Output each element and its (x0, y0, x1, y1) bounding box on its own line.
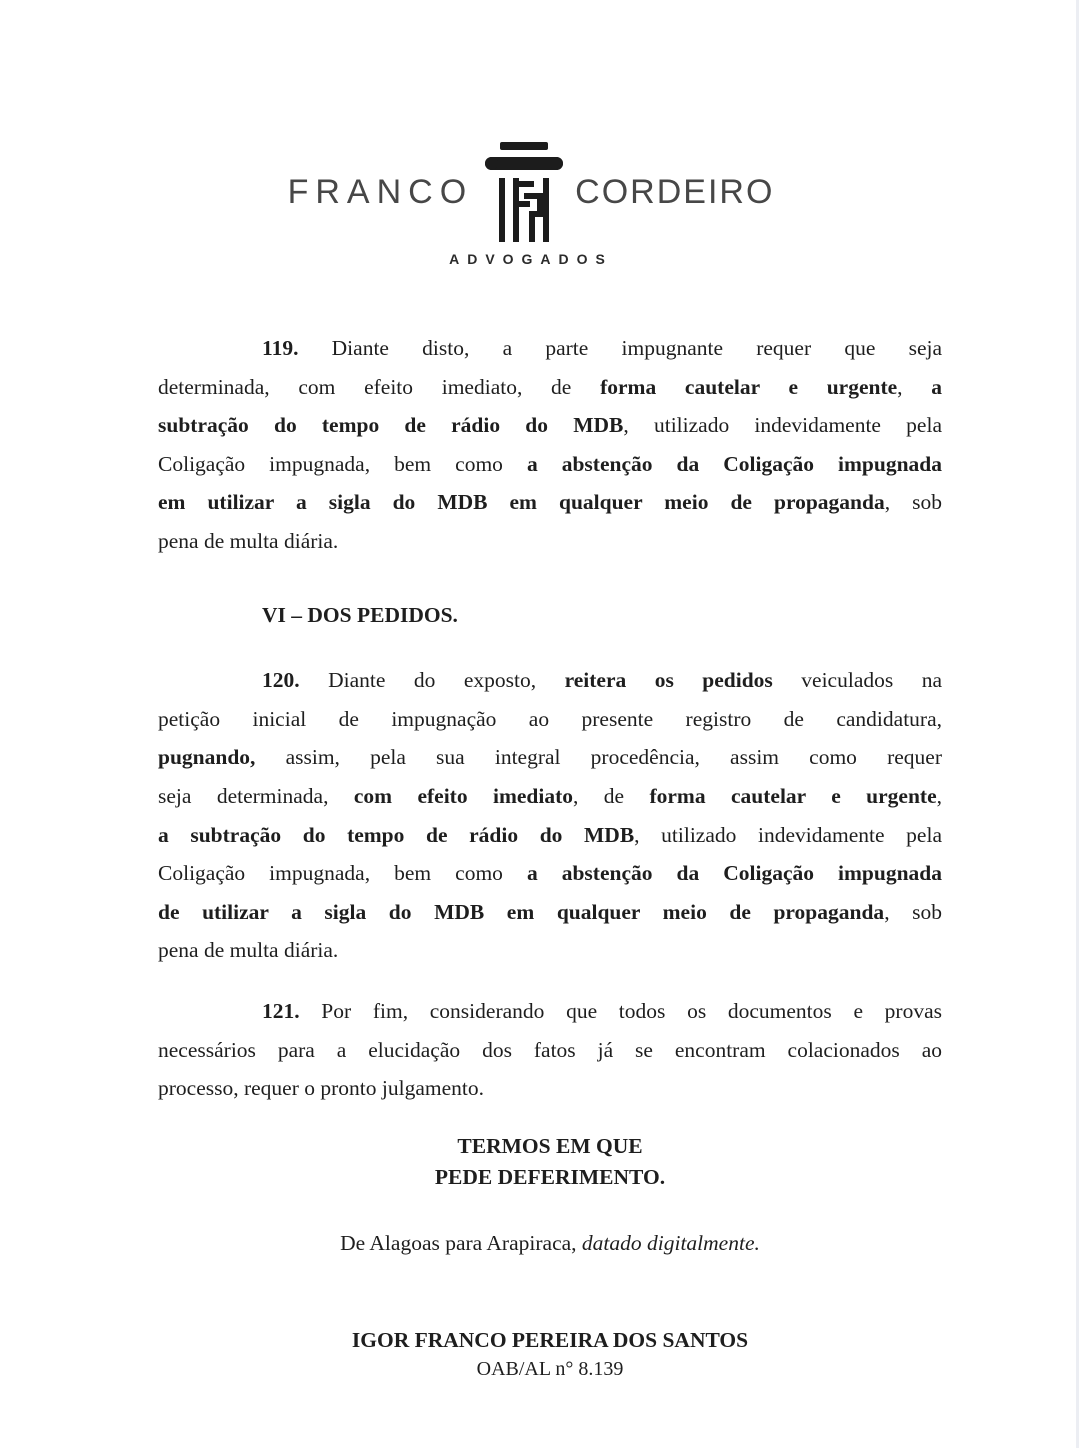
paragraph-119-line-5 (158, 483, 942, 522)
paragraph-120 (158, 661, 942, 970)
text-segment: necessários para a elucidação dos fatos já se encontram colacionados ao (158, 1037, 942, 1062)
text-segment: determinada, com efeito imediato, de (158, 374, 601, 399)
text-segment: , utilizado indevidamente pela (634, 822, 942, 847)
closing-formula (158, 1131, 942, 1193)
text-segment: forma cautelar e urgente (649, 783, 937, 808)
paragraph-120-line-7 (158, 893, 942, 932)
section-heading-pedidos-line-1 (262, 596, 942, 635)
text-segment: veiculados na (772, 668, 942, 693)
firm-name-right: CORDEIRO (575, 173, 775, 211)
text-segment: reitera os pedidos (564, 668, 773, 693)
paragraph-120-line-3 (158, 738, 942, 777)
text-segment: 120. (262, 668, 300, 693)
text-segment: , utilizado indevidamente pela (623, 413, 942, 438)
paragraph-119-line-4 (158, 445, 942, 484)
signature-block-line-2 (158, 1355, 942, 1384)
paragraph-119 (158, 329, 942, 561)
text-segment: seja determinada, (158, 783, 354, 808)
text-segment: subtração do tempo de rádio do MDB (158, 413, 624, 438)
paragraph-120-line-5 (158, 816, 942, 855)
text-segment: , de (573, 783, 650, 808)
firm-logo (0, 142, 1069, 242)
text-segment: VI – DOS PEDIDOS. (262, 602, 458, 627)
paragraph-120-line-8 (158, 931, 942, 970)
text-segment: a abstenção da Coligação impugnada (526, 861, 943, 886)
text-segment: pugnando, (158, 745, 256, 770)
paragraph-120-line-4 (158, 777, 942, 816)
text-segment: datado digitalmente. (581, 1230, 760, 1255)
paragraph-120-line-1 (158, 661, 942, 700)
section-heading-pedidos (158, 596, 942, 635)
text-segment: Diante disto, a parte impugnante requer que seja (298, 336, 942, 360)
text-segment: , sob (884, 490, 943, 515)
text-segment: assim, pela sua integral procedência, assim como requer (255, 745, 942, 770)
place-date-line-line-1 (158, 1228, 942, 1258)
signature-block-line-1 (158, 1326, 942, 1355)
text-segment: pena de multa diária. (158, 938, 339, 963)
paragraph-119-line-1 (158, 329, 942, 368)
text-segment: De Alagoas para Arapiraca, (340, 1230, 582, 1255)
paragraph-119-line-3 (158, 406, 942, 445)
text-segment: com efeito imediato (353, 783, 574, 808)
text-segment: Por fim, considerando que todos os documentos e provas (299, 998, 942, 1023)
text-segment: 121. (262, 998, 300, 1023)
text-segment: petição inicial de impugnação ao presente registro de candidatura, (158, 706, 942, 731)
paragraph-119-line-2 (158, 368, 942, 407)
text-segment: 119. (262, 336, 299, 360)
firm-subtitle: ADVOGADOS (449, 251, 613, 267)
paragraph-121 (158, 992, 942, 1108)
paragraph-121-line-3 (158, 1069, 942, 1108)
text-segment: forma cautelar e urgente (600, 374, 898, 399)
firm-name-left: FRANCO (287, 173, 474, 211)
closing-formula-line-1 (158, 1131, 942, 1162)
signature-block (158, 1326, 942, 1384)
paragraph-120-line-6 (158, 854, 942, 893)
text-segment: processo, requer o pronto julgamento. (158, 1076, 484, 1101)
paragraph-121-line-1 (158, 992, 942, 1031)
paragraph-119-line-6 (158, 522, 942, 561)
text-segment: Coligação impugnada, bem como (158, 861, 527, 886)
text-segment: a subtração do tempo de rádio do MDB (158, 822, 635, 847)
text-segment: , sob (884, 899, 942, 924)
text-segment: PEDE DEFERIMENTO. (434, 1164, 666, 1189)
text-segment: Coligação impugnada, bem como (158, 451, 527, 476)
text-segment: , (897, 374, 932, 399)
letterhead (0, 0, 1069, 267)
place-date-line (158, 1228, 942, 1258)
text-segment: , (936, 783, 942, 808)
text-segment: TERMOS EM QUE (457, 1133, 643, 1158)
text-segment: em utilizar a sigla do MDB em qualquer meio de propaganda (158, 490, 885, 515)
document-body (158, 329, 942, 1384)
closing-formula-line-2 (158, 1162, 942, 1193)
column-icon (483, 142, 565, 242)
text-segment: Diante do exposto, (299, 668, 565, 693)
text-segment: pena de multa diária. (158, 528, 339, 553)
text-segment: IGOR FRANCO PEREIRA DOS SANTOS (351, 1327, 749, 1352)
text-segment: a (931, 374, 943, 399)
text-segment: a abstenção da Coligação impugnada (526, 451, 943, 476)
text-segment: de utilizar a sigla do MDB em qualquer meio de propaganda (158, 899, 885, 924)
paragraph-120-line-2 (158, 700, 942, 739)
text-segment: OAB/AL n° 8.139 (476, 1357, 624, 1380)
paragraph-121-line-2 (158, 1031, 942, 1070)
